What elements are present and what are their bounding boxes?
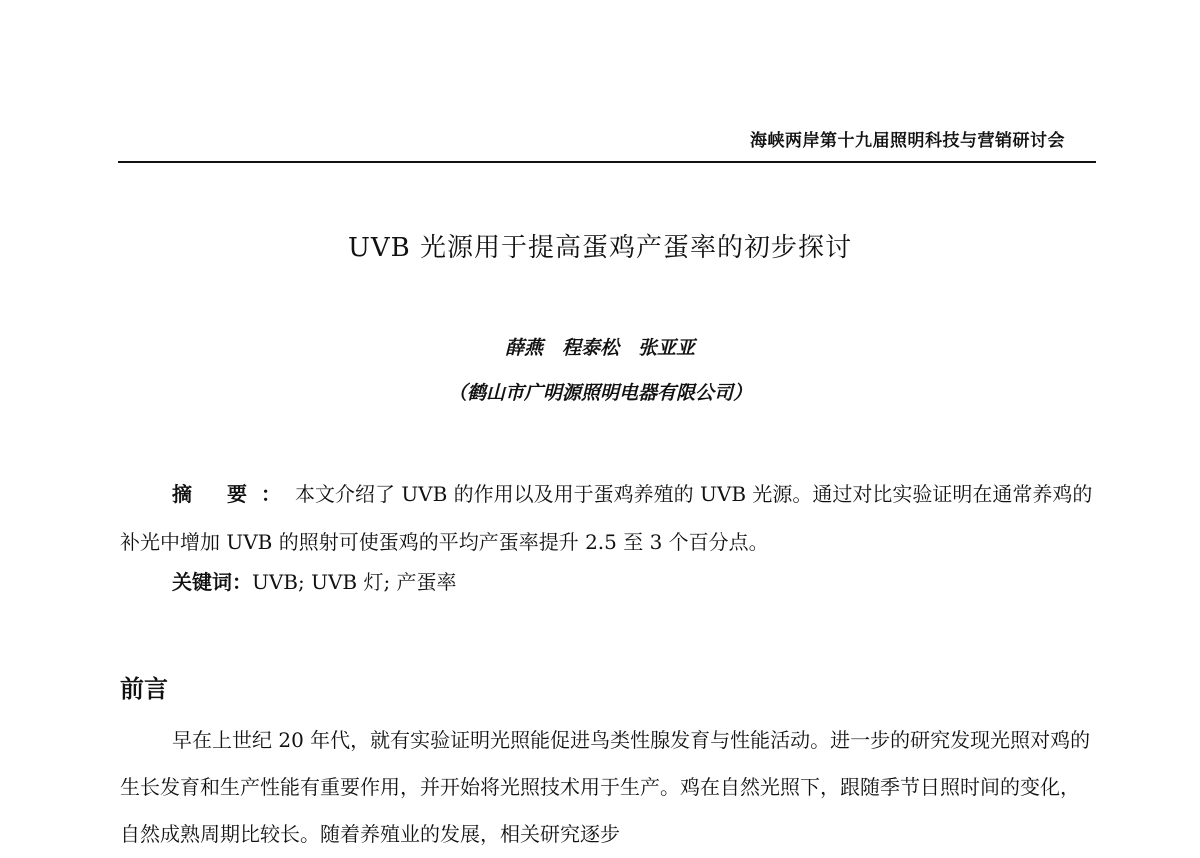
author-affiliation: （鹤山市广明源照明电器有限公司） — [447, 382, 752, 404]
keywords-line — [172, 566, 457, 595]
paper-title: UVB 光源用于提高蛋鸡产蛋率的初步探讨 — [347, 233, 853, 263]
abstract-label: 摘 要： — [172, 482, 295, 506]
section-heading: 前言 — [120, 674, 168, 703]
keywords-label: 关键词： — [172, 570, 252, 594]
abstract-block — [120, 470, 1096, 566]
body-paragraph: 早在上世纪 20 年代，就有实验证明光照能促进鸟类性腺发育与性能活动。进一步的研究发现光照对鸡的生长发育和生产性能有重要作用，并开始将光照技术用于生产。鸡在自然光照下，跟随季节日照时间的变化，自然成熟周期比较长。随着养殖业的发展，相关研究逐步 — [120, 728, 1091, 846]
section-body — [120, 717, 1096, 858]
author-list: 薛燕 程泰松 张亚亚 — [504, 337, 695, 359]
header-rule — [118, 161, 1096, 163]
keywords-text: UVB; UVB 灯; 产蛋率 — [252, 570, 457, 594]
abstract-text: 本文介绍了 UVB 的作用以及用于蛋鸡养殖的 UVB 光源。通过对比实验证明在通常养鸡的补光中增加 UVB 的照射可使蛋鸡的平均产蛋率提升 2.5 至 3 个百分点。 — [120, 482, 1093, 554]
abstract-paragraph — [120, 470, 1096, 566]
running-header: 海峡两岸第十九届照明科技与营销研讨会 — [750, 131, 1065, 151]
